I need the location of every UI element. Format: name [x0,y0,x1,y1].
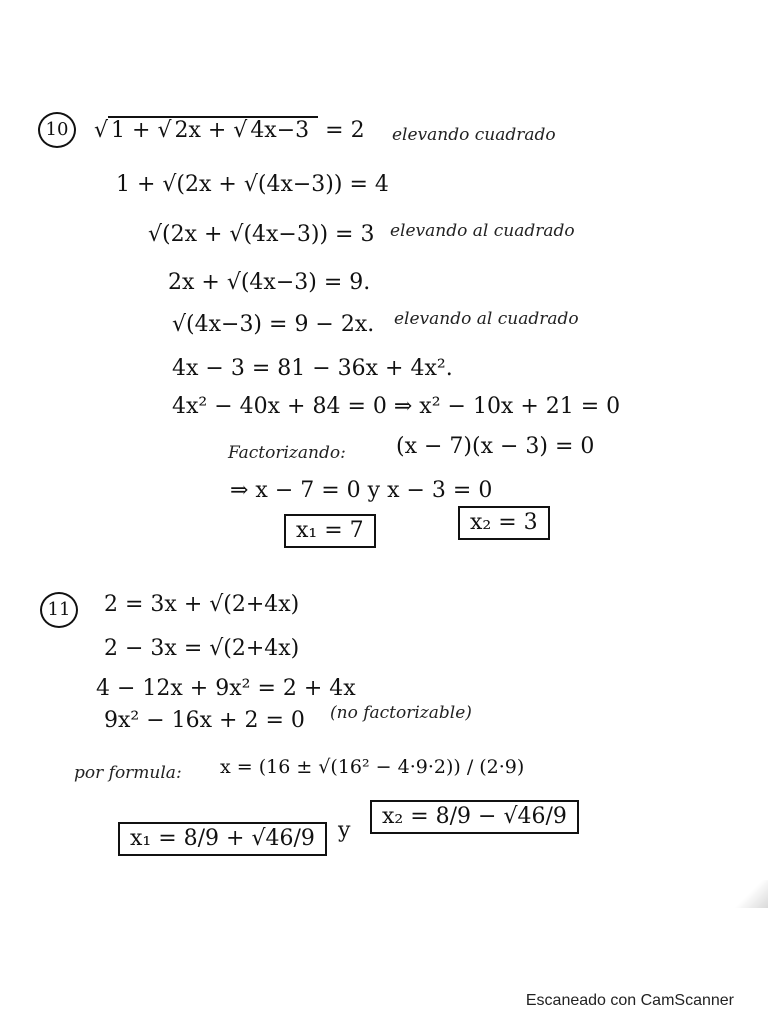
equation-line: 4x² − 40x + 84 = 0 ⇒ x² − 10x + 21 = 0 [172,394,621,419]
equation-note: elevando cuadrado [392,125,556,145]
equation-line: ⇒ x − 7 = 0 y x − 3 = 0 [230,478,493,503]
connector-text: y [338,818,351,843]
equation-line: 4x − 3 = 81 − 36x + 4x². [172,356,453,381]
equation-note: (no factorizable) [330,703,472,723]
equation-line: (x − 7)(x − 3) = 0 [396,434,595,459]
equation-note: elevando al cuadrado [390,221,575,241]
equation-line: √(4x−3) = 9 − 2x. [172,312,375,337]
equation-line: √ 1 + √ 2x + √ 4x−3 = 2 [94,118,365,143]
answer-box: x₂ = 8/9 − √46/9 [370,800,579,834]
answer-box: x₁ = 7 [284,514,376,548]
equation-line: 4 − 12x + 9x² = 2 + 4x [96,676,356,701]
problem-number-10: 10 [38,112,76,148]
answer-box: x₁ = 8/9 + √46/9 [118,822,327,856]
equation-line: x = (16 ± √(16² − 4·9·2)) / (2·9) [220,756,525,778]
page-corner-shadow [728,880,768,908]
equation-note: Factorizando: [228,443,346,463]
equation-line: √(2x + √(4x−3)) = 3 [148,222,375,247]
equation-line: 9x² − 16x + 2 = 0 [104,708,305,733]
equation-note: elevando al cuadrado [394,309,579,329]
equation-line: 2 − 3x = √(2+4x) [104,636,300,661]
equation-line: 2 = 3x + √(2+4x) [104,592,300,617]
problem-number-11: 11 [40,592,78,628]
equation-note: por formula: [74,763,182,783]
answer-box: x₂ = 3 [458,506,550,540]
equation-line: 1 + √(2x + √(4x−3)) = 4 [116,172,389,197]
camscanner-watermark: Escaneado con CamScanner [525,992,734,1009]
equation-line: 2x + √(4x−3) = 9. [168,270,371,295]
